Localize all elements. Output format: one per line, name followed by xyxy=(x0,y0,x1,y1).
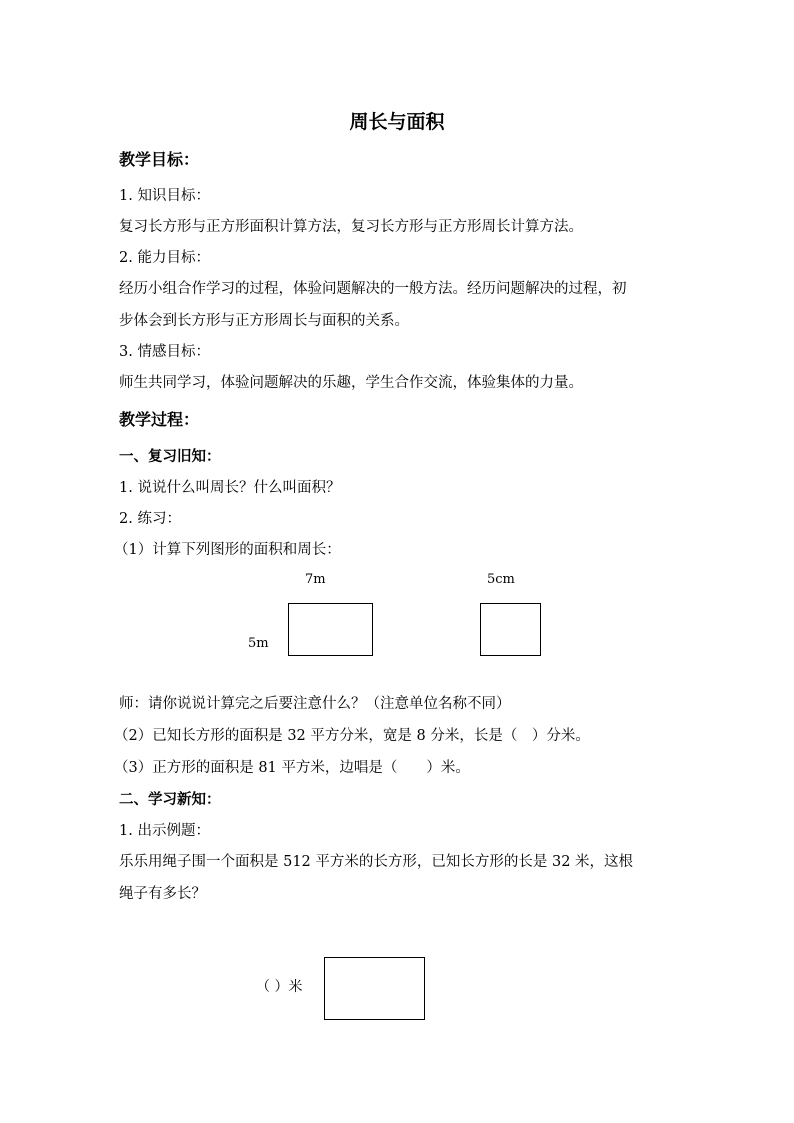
ability-goal-text-1: 经历小组合作学习的过程，体验问题解决的一般方法。经历问题解决的过程，初 xyxy=(119,281,627,297)
square-side-label: 5cm xyxy=(487,572,515,587)
process-heading: 教学过程： xyxy=(119,410,200,429)
rectangle-figure xyxy=(288,603,373,656)
example-text-1: 乐乐用绳子围一个面积是 512 平方米的长方形，已知长方形的长是 32 米，这根 xyxy=(119,854,634,870)
knowledge-goal-text: 复习长方形与正方形面积计算方法，复习长方形与正方形周长计算方法。 xyxy=(119,219,583,235)
exercise-3: （3）正方形的面积是 81 平方米，边唱是（ ）米。 xyxy=(114,760,470,776)
page-title: 周长与面积 xyxy=(349,111,445,133)
question-2: 2. 练习： xyxy=(119,511,181,527)
new-knowledge-heading: 二、学习新知： xyxy=(119,791,221,808)
ability-goal-text-2: 步体会到长方形与正方形周长与面积的关系。 xyxy=(119,313,409,329)
square-figure xyxy=(480,603,541,656)
ability-goal-title: 2. 能力目标： xyxy=(119,250,210,266)
knowledge-goal-title: 1. 知识目标： xyxy=(119,188,210,204)
goals-heading: 教学目标： xyxy=(119,150,200,169)
emotion-goal-title: 3. 情感目标： xyxy=(119,344,210,360)
exercise-2: （2）已知长方形的面积是 32 平方分米，宽是 8 分米，长是（ ）分米。 xyxy=(114,728,590,744)
rope-rectangle-figure xyxy=(324,957,425,1020)
question-1: 1. 说说什么叫周长？什么叫面积？ xyxy=(119,480,341,496)
rect-length-label: 7m xyxy=(305,572,326,587)
rect-width-label: 5m xyxy=(248,636,269,651)
example-text-2: 绳子有多长？ xyxy=(119,886,206,902)
exercise-1: （1）计算下列图形的面积和周长： xyxy=(114,542,341,558)
teacher-note: 师：请你说说计算完之后要注意什么？（注意单位名称不同） xyxy=(119,696,511,712)
rope-rect-side-label: （ ）米 xyxy=(256,979,303,995)
review-heading: 一、复习旧知： xyxy=(119,448,221,465)
emotion-goal-text: 师生共同学习，体验问题解决的乐趣，学生合作交流，体验集体的力量。 xyxy=(119,375,583,391)
example-title: 1. 出示例题： xyxy=(119,823,210,839)
